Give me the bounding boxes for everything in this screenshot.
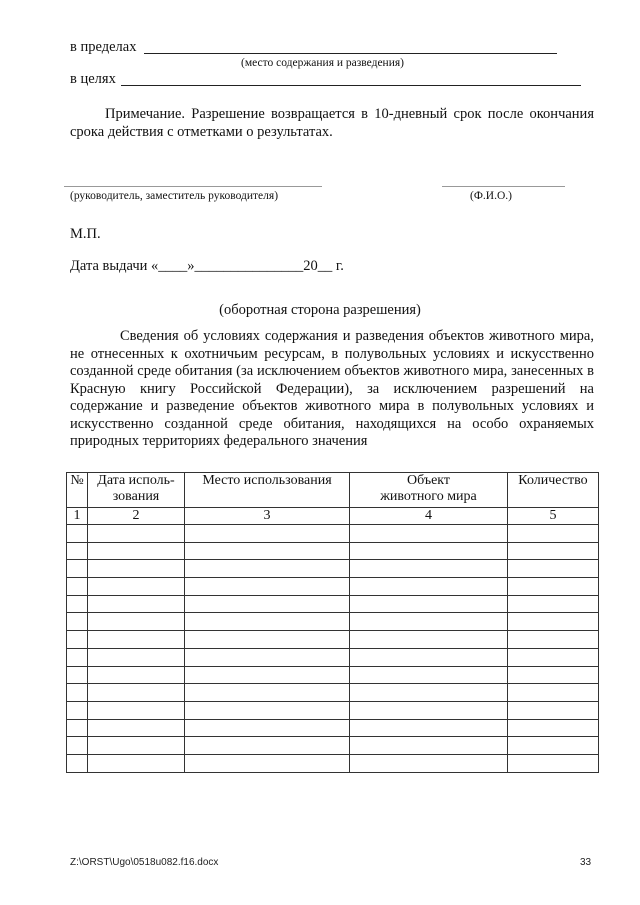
table-cell	[185, 525, 350, 543]
table-cell	[185, 648, 350, 666]
table-row	[67, 684, 599, 702]
col-number-1: 1	[67, 508, 88, 525]
limits-line	[144, 53, 557, 54]
table-cell	[185, 613, 350, 631]
table-cell	[88, 648, 185, 666]
table-cell	[67, 560, 88, 578]
limits-label: в пределах	[70, 39, 137, 55]
table-cell	[88, 684, 185, 702]
place-caption: (место содержания и разведения)	[241, 57, 404, 69]
stamp-label: М.П.	[70, 226, 101, 242]
signature-line-right	[442, 186, 565, 187]
note-text: Примечание. Разрешение возвращается в 10-дневный срок после окончания срока действия с отметками о результатах.	[70, 106, 594, 140]
page-number: 33	[580, 857, 592, 868]
table-cell	[508, 560, 599, 578]
table-cell	[67, 719, 88, 737]
reverse-description: Сведения об условиях содержания и разведения объектов животного мира, не отнесенных к охотничьим ресурсам, в полувольных условиях и искусственно созданной среде обитания (за исключением объектов животного мира, занесенных в Красную книгу Российской Федерации), за исключением разрешений на содержание и разведение объектов животного мира в полувольных условиях и искусственно созданной среде обитания, находящихся на особо охраняемых природных территориях федерального значения	[70, 328, 594, 449]
purpose-label: в целях	[70, 71, 116, 87]
table-cell	[508, 666, 599, 684]
table-cell	[185, 737, 350, 755]
table-row	[67, 666, 599, 684]
col-number-5: 5	[508, 508, 599, 525]
table-cell	[67, 684, 88, 702]
table-cell	[88, 719, 185, 737]
signature-caption-right: (Ф.И.О.)	[470, 190, 512, 202]
table-cell	[350, 737, 508, 755]
table-cell	[508, 578, 599, 596]
issue-date: Дата выдачи «____»_______________20__ г.	[70, 258, 344, 274]
table-cell	[350, 560, 508, 578]
usage-table	[66, 472, 599, 773]
table-cell	[350, 525, 508, 543]
table-cell	[67, 754, 88, 772]
col-number-2: 2	[88, 508, 185, 525]
table-cell	[67, 613, 88, 631]
table-cell	[67, 648, 88, 666]
table-cell	[350, 719, 508, 737]
table-cell	[350, 648, 508, 666]
table-cell	[350, 701, 508, 719]
table-cell	[88, 542, 185, 560]
header-place: Место использования	[185, 473, 350, 508]
table-cell	[88, 737, 185, 755]
table-cell	[185, 560, 350, 578]
table-row	[67, 525, 599, 543]
table-cell	[67, 631, 88, 649]
table-row	[67, 542, 599, 560]
table-cell	[185, 719, 350, 737]
table-cell	[185, 684, 350, 702]
table-cell	[185, 578, 350, 596]
table-cell	[88, 560, 185, 578]
col-number-4: 4	[350, 508, 508, 525]
table-cell	[185, 631, 350, 649]
table-row	[67, 631, 599, 649]
table-cell	[88, 701, 185, 719]
table-cell	[508, 542, 599, 560]
table-row	[67, 560, 599, 578]
table-row	[67, 719, 599, 737]
signature-line-left	[64, 186, 322, 187]
reverse-title: (оборотная сторона разрешения)	[219, 302, 421, 318]
table-cell	[67, 701, 88, 719]
table-row	[67, 648, 599, 666]
table-cell	[350, 542, 508, 560]
table-cell	[350, 613, 508, 631]
signature-caption-left: (руководитель, заместитель руководителя)	[70, 190, 279, 202]
table-cell	[508, 701, 599, 719]
table-cell	[185, 754, 350, 772]
table-cell	[508, 754, 599, 772]
table-cell	[67, 542, 88, 560]
table-cell	[88, 666, 185, 684]
table-cell	[508, 595, 599, 613]
table-row	[67, 737, 599, 755]
footer-path: Z:\ORST\Ugo\0518u082.f16.docx	[70, 857, 219, 868]
table-row	[67, 754, 599, 772]
table-cell	[508, 737, 599, 755]
table-row	[67, 578, 599, 596]
table-row	[67, 613, 599, 631]
table-cell	[508, 525, 599, 543]
table-cell	[67, 578, 88, 596]
table-cell	[350, 666, 508, 684]
header-date: Дата исполь- зования	[88, 473, 185, 508]
table-cell	[88, 578, 185, 596]
table-cell	[67, 737, 88, 755]
table-row	[67, 701, 599, 719]
col-number-3: 3	[185, 508, 350, 525]
purpose-line	[121, 85, 581, 86]
table-cell	[67, 595, 88, 613]
table-row	[67, 595, 599, 613]
table-cell	[185, 595, 350, 613]
table-cell	[88, 631, 185, 649]
table-cell	[508, 684, 599, 702]
table-cell	[185, 701, 350, 719]
table-cell	[508, 719, 599, 737]
table-cell	[185, 542, 350, 560]
table-cell	[508, 613, 599, 631]
table-cell	[88, 613, 185, 631]
header-quantity: Количество	[508, 473, 599, 508]
table-cell	[88, 754, 185, 772]
table-cell	[88, 595, 185, 613]
table-cell	[350, 631, 508, 649]
table-cell	[508, 648, 599, 666]
table-cell	[67, 666, 88, 684]
table-cell	[350, 578, 508, 596]
table-cell	[67, 525, 88, 543]
table-cell	[185, 666, 350, 684]
table-cell	[350, 684, 508, 702]
table-cell	[508, 631, 599, 649]
header-object: Объект животного мира	[350, 473, 508, 508]
table-cell	[88, 525, 185, 543]
header-number: №	[67, 473, 88, 508]
table-cell	[350, 754, 508, 772]
table-cell	[350, 595, 508, 613]
